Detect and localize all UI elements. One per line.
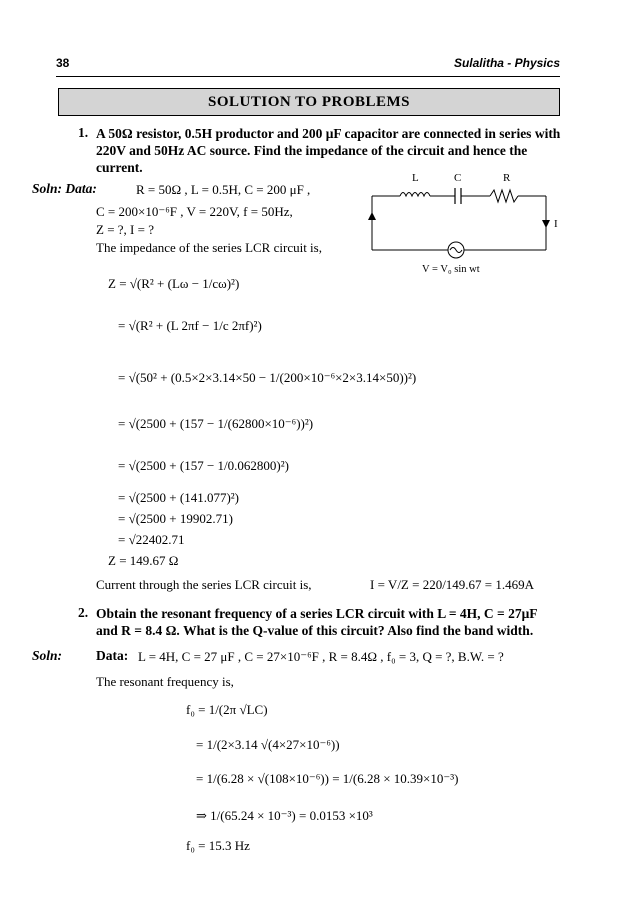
q1-eq-step5: = √(2500 + (157 − 1/0.062800)²) bbox=[118, 458, 289, 473]
inductor-symbol bbox=[400, 193, 430, 197]
q1-data-line1: R = 50Ω , L = 0.5H, C = 200 μF , bbox=[136, 182, 311, 197]
source-voltage-label: V = V₀ sin wt bbox=[422, 264, 480, 275]
q2-eq-resonant: f₀ = 1/(2π √LC) bbox=[186, 702, 268, 717]
resistor-label: R bbox=[503, 172, 511, 184]
resistor-symbol bbox=[490, 190, 518, 202]
q1-data-line3: Z = ?, I = ? bbox=[96, 222, 154, 237]
question-2-number: 2. bbox=[78, 605, 89, 620]
q1-eq-step2: = √(R² + (L 2πf − 1/c 2πf)²) bbox=[118, 318, 262, 333]
question-1-text: A 50Ω resistor, 0.5H productor and 200 μF capacitor are connected in series with 220V and 50Hz AC source. Find the impedance of the circuit and hence the current. bbox=[96, 126, 561, 175]
q1-eq-step6: = √(2500 + (141.077)²) bbox=[118, 490, 240, 505]
q1-eq-result: Z = 149.67 Ω bbox=[108, 553, 179, 568]
q2-eq-step4: ⇒ 1/(65.24 × 10⁻³) = 0.0153 ×10³ bbox=[196, 808, 373, 823]
q2-eq-step3: = 1/(6.28 × √(108×10⁻⁶)) = 1/(6.28 × 10.39×10⁻³) bbox=[196, 771, 459, 786]
inductor-label: L bbox=[412, 172, 419, 184]
q1-eq-step7: = √(2500 + 19902.71) bbox=[118, 511, 233, 526]
soln-1-label: Soln: Data: bbox=[32, 181, 97, 196]
section-banner: SOLUTION TO PROBLEMS bbox=[58, 88, 560, 116]
q1-eq-step4: = √(2500 + (157 − 1/(62800×10⁻⁶))²) bbox=[118, 416, 314, 431]
q1-current-text: Current through the series LCR circuit is, bbox=[96, 577, 312, 592]
soln-2-label: Soln: bbox=[32, 648, 63, 663]
q1-eq-step3: = √(50² + (0.5×2×3.14×50 − 1/(200×10⁻⁶×2×3.14×50))²) bbox=[118, 370, 417, 385]
book-title: Sulalitha - Physics bbox=[453, 56, 560, 70]
q1-current-eq: I = V/Z = 220/149.67 = 1.469A bbox=[370, 577, 535, 592]
q1-eq-impedance: Z = √(R² + (Lω − 1/cω)²) bbox=[108, 276, 240, 291]
current-arrow-up-icon bbox=[368, 212, 376, 220]
q1-intro: The impedance of the series LCR circuit is, bbox=[96, 240, 322, 255]
page-number: 38 bbox=[56, 56, 70, 70]
q2-data-line: L = 4H, C = 27 μF , C = 27×10⁻⁶F , R = 8.4Ω , f₀ = 3, Q = ?, B.W. = ? bbox=[138, 649, 504, 664]
lcr-circuit-diagram bbox=[360, 168, 580, 278]
capacitor-label: C bbox=[454, 172, 462, 184]
q2-eq-step2: = 1/(2×3.14 √(4×27×10⁻⁶)) bbox=[196, 737, 340, 752]
current-arrow-down-icon bbox=[542, 220, 550, 228]
question-2-text: Obtain the resonant frequency of a series LCR circuit with L = 4H, C = 27μF and R = 8.4 Ω. What is the Q-value of this circuit? Also find the band width. bbox=[96, 606, 538, 638]
q2-intro: The resonant frequency is, bbox=[96, 674, 234, 689]
question-1-number: 1. bbox=[78, 125, 89, 140]
q2-eq-result: f₀ = 15.3 Hz bbox=[186, 838, 250, 853]
current-label: I bbox=[554, 218, 558, 230]
q1-eq-step8: = √22402.71 bbox=[118, 532, 185, 547]
header-divider bbox=[56, 76, 560, 77]
q2-data-label: Data: bbox=[96, 648, 129, 663]
q1-data-line2: C = 200×10⁻⁶F , V = 220V, f = 50Hz, bbox=[96, 204, 293, 219]
